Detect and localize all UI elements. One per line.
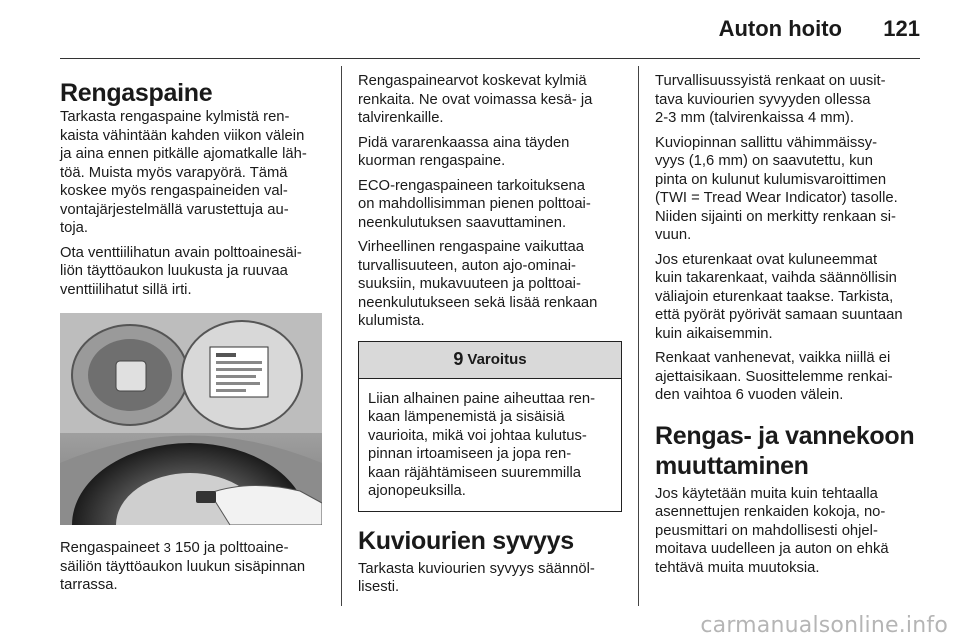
page-reference-icon[interactable]: 3 — [163, 540, 171, 555]
page-number: 121 — [883, 16, 920, 41]
paragraph: Turvallisuussyistä renkaat on uusit- tava kuviourien syvyyden ollessa 2-3 mm (talvirenkaissa 4 mm). — [655, 73, 886, 126]
warning-triangle-icon: 9 — [453, 349, 464, 369]
heading-kuviourien-syvyys: Kuviourien syvyys — [358, 526, 574, 555]
warning-title: Varoitus — [467, 351, 527, 368]
paragraph: Tarkasta kuviourien syvyys säännöl- lisesti. — [358, 560, 595, 595]
column-divider — [638, 66, 639, 606]
paragraph: Virheellinen rengaspaine vaikuttaa turvallisuuteen, auton ajo-ominai- suuksiin, mukavuuteen ja polttoai- neenkulutukseen sekä lisää renkaan kulumista. — [358, 239, 598, 329]
column-2 — [358, 72, 622, 603]
warning-body: Liian alhainen paine aiheuttaa ren- kaan lämpenemistä ja sisäisiä vaurioita, mikä voi johtaa kulutus- pinnan irtoamiseen ja jopa ren- kaan räjähtämiseen suuremmilla ajonopeuksilla. — [368, 390, 596, 499]
paragraph: Jos käytetään muita kuin tehtaalla asennettujen renkaiden kokoja, no- peusmittari on mahdollisesti ohjel- moitava uudelleen ja auton on ehkä tehtävä muita muutoksia. — [655, 485, 889, 576]
paragraph: Renkaat vanhenevat, vaikka niillä ei ajettaisikaan. Suosittelemme renkai- den vaihtoa 6 vuoden välein. — [655, 350, 893, 403]
paragraph: Pidä vararenkaassa aina täyden kuorman rengaspaine. — [358, 134, 570, 169]
heading-rengaspaine: Rengaspaine — [60, 79, 213, 107]
watermark: carmanualsonline.info — [700, 613, 948, 638]
paragraph: Tarkasta rengaspaine kylmistä ren- kaista vähintään kahden viikon välein ja aina ennen pitkälle ajomatkalle läh- töä. Muista myös varapyörä. Tämä koskee myös rengaspaineiden val- vontajärjestelmällä varustettuja au- toja. — [60, 109, 307, 236]
column-3 — [655, 72, 921, 583]
warning-header — [359, 342, 621, 379]
paragraph: Jos eturenkaat ovat kuluneemmat kuin takarenkaat, vaihda säännöllisin väliajoin eturenkaat taakse. Tarkista, että pyörät pyörivät samaan suuntaan kuin aikaisemmin. — [655, 251, 903, 342]
heading-rengas-ja-vannekoon-muuttaminen: Rengas- ja vannekoon muuttaminen — [655, 421, 915, 480]
paragraph: Ota venttiilihatun avain polttoainesäi- liön täyttöaukon luukusta ja ruuvaa venttiilihatut sillä irti. — [60, 244, 302, 298]
figure-caption: Rengaspaineet 3 150 ja polttoaine- säiliön täyttöaukon luukun sisäpinnan tarrassa. — [60, 540, 306, 593]
section-title: Auton hoito — [718, 16, 842, 41]
page-header — [60, 0, 920, 59]
paragraph: Kuviopinnan sallittu vähimmäissy- vyys (1,6 mm) on saavutettu, kun pinta on kulunut kulumisvaroittimen (TWI = Tread Wear Indicator) tasolle. Niiden sijainti on merkitty renkaan si- vuun. — [655, 134, 898, 243]
column-divider — [341, 66, 342, 606]
paragraph: Rengaspainearvot koskevat kylmiä renkaita. Ne ovat voimassa kesä- ja talvirenkaille. — [358, 73, 593, 126]
warning-box — [358, 341, 622, 512]
illustration-svg — [60, 313, 322, 525]
column-1 — [60, 72, 324, 601]
fuel-door-tire-illustration — [60, 313, 322, 525]
paragraph: ECO-rengaspaineen tarkoituksena on mahdollisimman pienen polttoai- neenkulutuksen saavuttaminen. — [358, 177, 591, 231]
